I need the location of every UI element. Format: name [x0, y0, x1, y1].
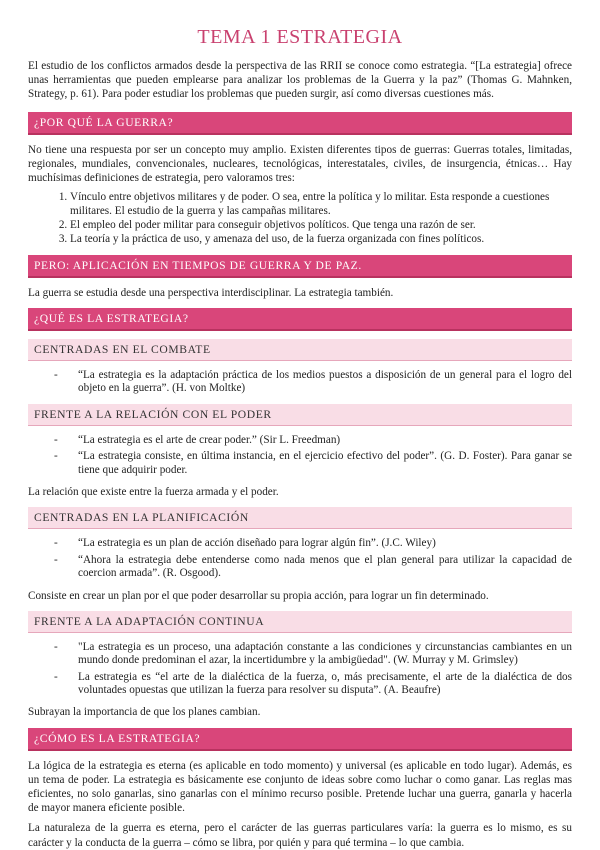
quote-item: - “La estrategia es un plan de acción diseñado para lograr algún fin”. (J.C. Wiley): [54, 537, 572, 550]
quote-item: - “Ahora la estrategia debe entenderse como nada menos que el plan general para utilizar la capacidad de coercion armada”. (R. Osgood).: [54, 554, 572, 581]
quote-item: - La estrategia es “el arte de la dialéctica de la fuerza, o, más precisamente, el arte de la dialéctica de dos voluntades opuestas que utilizan la fuerza para resolver su disputa”. (A. Beaufre): [54, 671, 572, 698]
heading-application: PERO: APLICACIÓN EN TIEMPOS DE GUERRA Y DE PAZ.: [28, 255, 572, 278]
quote-item: - "La estrategia es un proceso, una adaptación constante a las condiciones y circunstancias cambiantes en un mundo donde predominan el azar, la incertidumbre y la ambigüedad". (W. Murray y M. Grimsley): [54, 641, 572, 668]
planning-text: Consiste en crear un plan por el que poder desarrollar su propia acción, para lograr un fin determinado.: [28, 589, 489, 602]
power-text: La relación que existe entre la fuerza armada y el poder.: [28, 486, 279, 499]
intro-paragraph: El estudio de los conflictos armados desde la perspectiva de las RRII se conoce como estrategia. “[La estrategia] ofrece unas herramientas que pueden emplearse para analizar los problemas de la Guerra y la paz” (Thomas G. Mahnken, Strategy, p. 61). Para poder estudiar los problemas que pueden surgir, así como diversas cuestiones más.: [28, 60, 572, 101]
heading-how-is: ¿CÓMO ES LA ESTRATEGIA?: [28, 728, 572, 751]
heading-adaptation: FRENTE A LA ADAPTACIÓN CONTINUA: [28, 611, 572, 633]
quote-item: - “La estrategia es la adaptación práctica de los medios puestos a disposición de un general para el logro del objeto en la guerra”. (H. von Moltke): [54, 369, 572, 396]
heading-what-is: ¿QUÉ ES LA ESTRATEGIA?: [28, 308, 572, 331]
how-is-paragraph-2: La naturaleza de la guerra es eterna, pero el carácter de las guerras particulares varía: la guerra es lo mismo, es su carácter y la conducta de la guerra – cómo se libra, por quién y para qué termina – lo que cambia.: [28, 822, 572, 849]
heading-combat: CENTRADAS EN EL COMBATE: [28, 339, 572, 361]
list-item: 2. El empleo del poder militar para conseguir objetivos políticos. Que tenga una razón de ser.: [70, 219, 572, 232]
heading-why-war: ¿POR QUÉ LA GUERRA?: [28, 112, 572, 135]
heading-power: FRENTE A LA RELACIÓN CON EL PODER: [28, 404, 572, 426]
adaptation-quotes: [28, 641, 572, 698]
page-title: TEMA 1 ESTRATEGIA: [197, 26, 403, 48]
quote-item: - “La estrategia es el arte de crear poder.” (Sir L. Freedman): [54, 434, 572, 447]
application-text: La guerra se estudia desde una perspectiva interdisciplinar. La estrategia también.: [28, 286, 394, 299]
heading-planning: CENTRADAS EN LA PLANIFICACIÓN: [28, 507, 572, 529]
definitions-list: [28, 191, 572, 247]
why-war-text: No tiene una respuesta por ser un concepto muy amplio. Existen diferentes tipos de guerras: Guerras totales, limitadas, regionales, mundiales, convencionales, nucleares, tecnológicas, interestatales, civiles, de insurgencia, étnicas… Hay muchísimas definiciones de estrategia, pero valoramos tres:: [28, 143, 572, 185]
combat-quotes: [28, 369, 572, 396]
planning-quotes: [28, 537, 572, 580]
adaptation-text: Subrayan la importancia de que los planes cambian.: [28, 706, 261, 719]
how-is-paragraph-1: La lógica de la estrategia es eterna (es aplicable en todo momento) y universal (es aplicable en todo lugar). Además, es un tema de poder. La estrategia es básicamente ese conjunto de ideas sobre como luchar o como ganar. Las reglas mas eficientes, no solo ganarlas, sino ganarlas con el mínimo recurso posible. Pretende luchar una guerra, ganarla y hacerla de mayor manera eficiente posible.: [28, 759, 572, 815]
list-item: 3. La teoría y la práctica de uso, y amenaza del uso, de la fuerza organizada con fines políticos.: [70, 233, 572, 246]
quote-item: - “La estrategia consiste, en última instancia, en el ejercicio efectivo del poder”. (G. D. Foster). Para ganar se tiene que adquirir poder.: [54, 450, 572, 477]
power-quotes: [28, 434, 572, 477]
list-item: 1. Vínculo entre objetivos militares y de poder. O sea, entre la política y lo militar. Esta responde a cuestiones militares. El estudio de la guerra y las campañas militares.: [70, 191, 572, 218]
